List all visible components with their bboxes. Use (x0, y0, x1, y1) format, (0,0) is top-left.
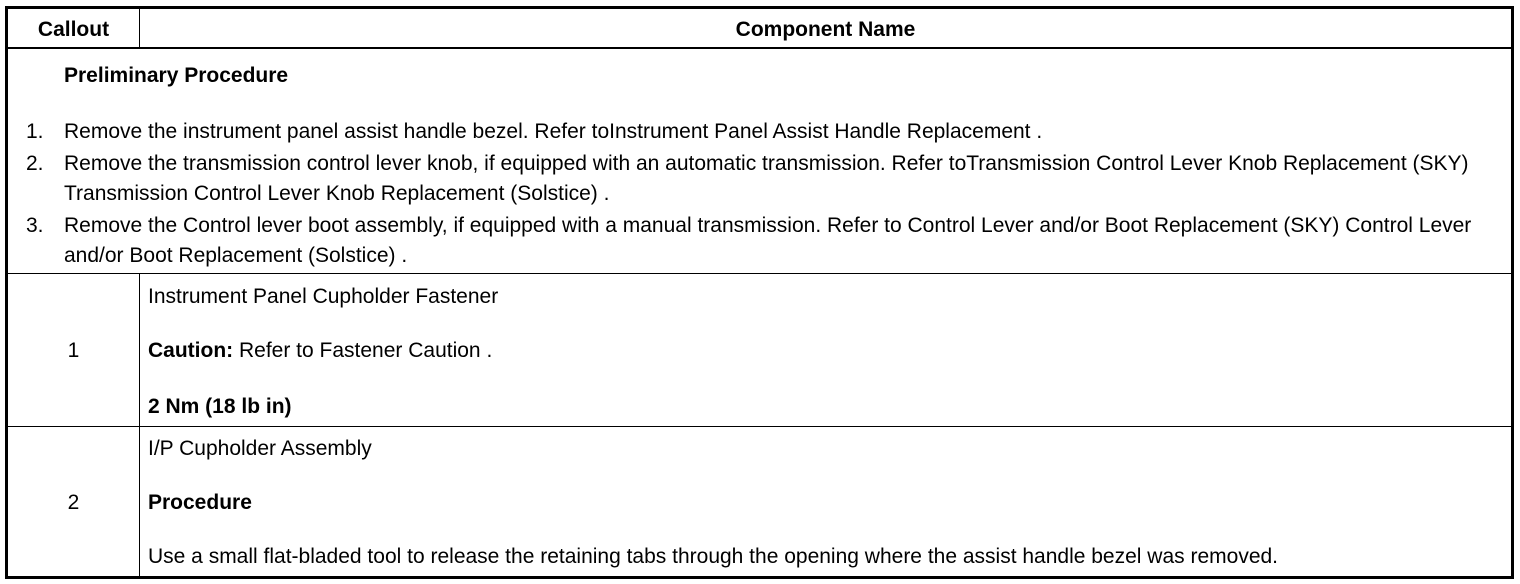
step-number: 1. (26, 120, 44, 143)
table-row (8, 274, 1511, 427)
preliminary-procedure-row (8, 49, 1511, 274)
caution-text: Refer to Fastener Caution . (233, 339, 493, 362)
component-name-header: Component Name (735, 18, 916, 41)
callout-cell (8, 274, 140, 426)
preliminary-step (8, 117, 1498, 147)
callout-header: Callout (37, 18, 110, 41)
callout-cell (8, 427, 140, 576)
callout-number: 2 (67, 491, 80, 514)
component-name-header-cell (140, 9, 1511, 47)
step-text: Remove the Control lever boot assembly, if equipped with a manual transmission. Refer to Control Lever and/or Boot Replacement (SKY) Control Lever and/or Boot Replacement (Solstice) . (64, 214, 1472, 267)
preliminary-step (8, 211, 1498, 271)
preliminary-steps-list (8, 117, 1498, 273)
caution-note (148, 338, 492, 364)
step-number: 3. (26, 214, 44, 237)
component-name: Instrument Panel Cupholder Fastener (148, 285, 499, 308)
procedure-text: Use a small flat-bladed tool to release the retaining tabs through the opening where the assist handle bezel was removed. (148, 545, 1279, 568)
procedure-label: Procedure (148, 491, 252, 514)
component-cell (140, 427, 1511, 576)
step-text: Remove the transmission control lever knob, if equipped with an automatic transmission. Refer toTransmission Control Lever Knob Replacement (SKY) Transmission Control Lever Knob Replacement (Solstice) . (64, 152, 1469, 205)
callout-number: 1 (67, 339, 80, 362)
preliminary-procedure-title: Preliminary Procedure (64, 64, 289, 87)
table-row (8, 427, 1511, 576)
component-table (5, 6, 1514, 579)
preliminary-step (8, 149, 1498, 209)
table-header-row (8, 9, 1511, 49)
caution-label: Caution: (148, 339, 234, 362)
component-cell (140, 274, 1511, 426)
step-text: Remove the instrument panel assist handle bezel. Refer toInstrument Panel Assist Handle Replacement . (64, 120, 1043, 143)
step-number: 2. (26, 152, 44, 175)
torque-spec: 2 Nm (18 lb in) (148, 395, 292, 418)
callout-header-cell (8, 9, 140, 47)
component-name: I/P Cupholder Assembly (148, 437, 372, 460)
